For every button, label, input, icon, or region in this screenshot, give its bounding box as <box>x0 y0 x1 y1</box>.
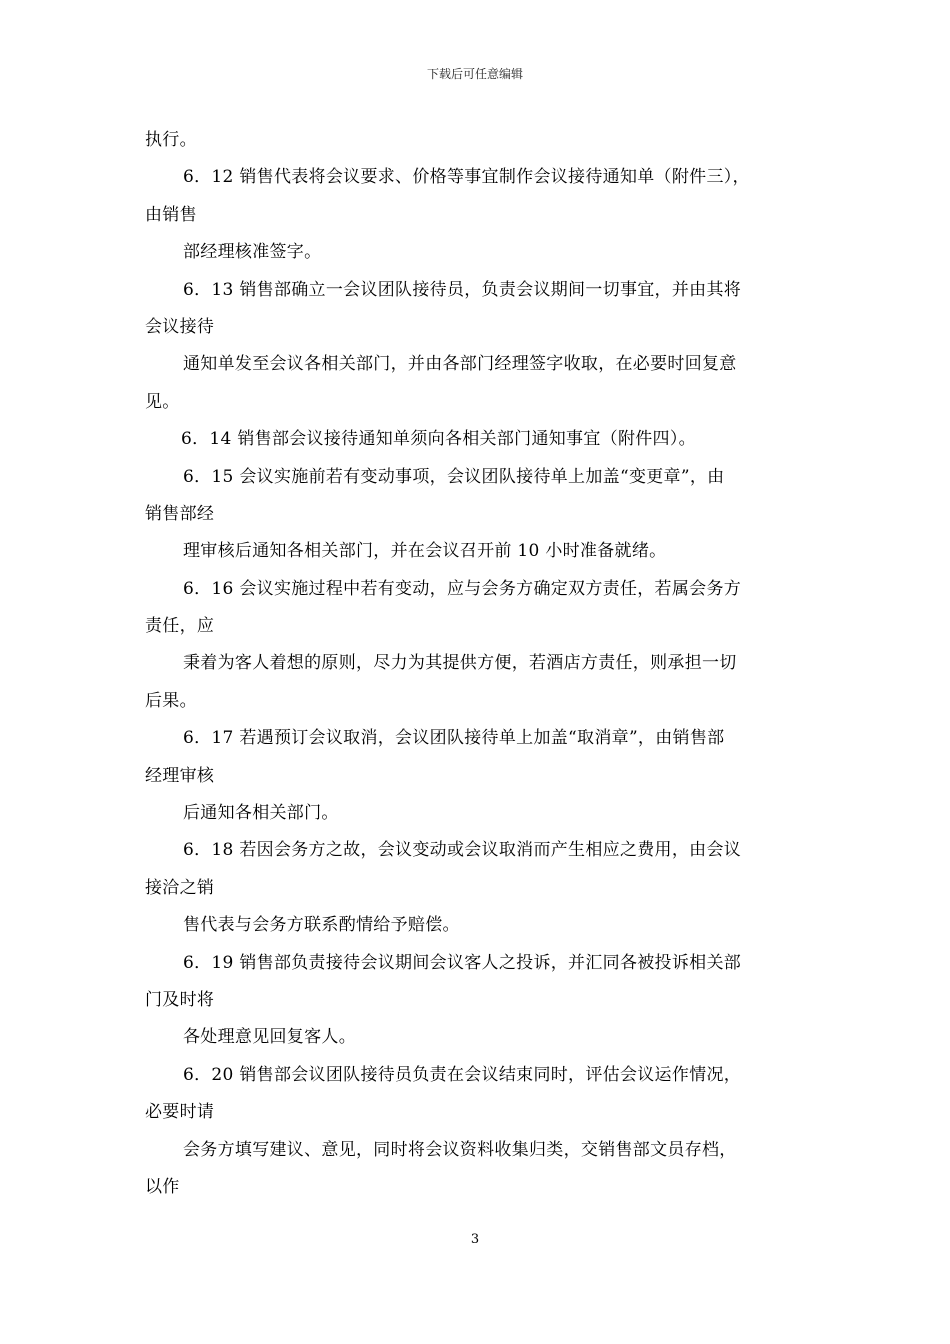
text-line: 执行。 <box>145 130 197 150</box>
page-header: 下载后可任意编辑 <box>426 67 523 81</box>
page-number: 3 <box>470 1232 480 1247</box>
text-line: 以作 <box>145 1176 180 1197</box>
text-line: 经理审核 <box>145 765 215 786</box>
clause-6-13: 6．13 销售部确立一会议团队接待员，负责会议期间一切事宜，并由其将 <box>183 279 742 300</box>
clause-6-14: 6．14 销售部会议接待通知单须向各相关部门通知事宜（附件四）。 <box>181 429 696 450</box>
text-line: 会议接待 <box>145 316 215 337</box>
text-line: 部经理核准签字。 <box>183 242 322 263</box>
text-line: 秉着为客人着想的原则，尽力为其提供方便，若酒店方责任，则承担一切 <box>183 653 737 674</box>
text-line: 后果。 <box>145 690 197 711</box>
text-line: 销售部经 <box>145 503 215 524</box>
clause-6-12: 6．12 销售代表将会议要求、价格等事宜制作会议接待通知单（附件三）， <box>183 167 750 188</box>
clause-6-15: 6．15 会议实施前若有变动事项，会议团队接待单上加盖“变更章”，由 <box>183 466 725 487</box>
text-line: 会务方填写建议、意见，同时将会议资料收集归类，交销售部文员存档， <box>183 1139 737 1160</box>
text-line: 售代表与会务方联系酌情给予赔偿。 <box>183 915 460 936</box>
text-line: 责任，应 <box>145 616 215 637</box>
clause-6-16: 6．16 会议实施过程中若有变动，应与会务方确定双方责任，若属会务方 <box>183 578 742 599</box>
text-line: 必要时请 <box>145 1102 215 1123</box>
text-line: 理审核后通知各相关部门，并在会议召开前 10 小时准备就绪。 <box>183 541 667 562</box>
text-line: 通知单发至会议各相关部门，并由各部门经理签字收取，在必要时回复意 <box>183 354 737 375</box>
clause-6-20: 6．20 销售部会议团队接待员负责在会议结束同时，评估会议运作情况， <box>183 1064 742 1085</box>
document-body <box>145 122 825 1206</box>
clause-6-19: 6．19 销售部负责接待会议期间会议客人之投诉，并汇同各被投诉相关部 <box>183 952 742 973</box>
clause-6-18: 6．18 若因会务方之故，会议变动或会议取消而产生相应之费用，由会议 <box>183 840 742 861</box>
clause-6-17: 6．17 若遇预订会议取消，会议团队接待单上加盖“取消章”，由销售部 <box>183 728 725 749</box>
text-line: 各处理意见回复客人。 <box>183 1027 356 1048</box>
text-line: 接洽之销 <box>145 877 215 898</box>
text-line: 后通知各相关部门。 <box>183 803 339 824</box>
text-line: 门及时将 <box>145 989 215 1010</box>
text-line: 由销售 <box>145 204 197 225</box>
text-line: 见。 <box>145 391 180 412</box>
